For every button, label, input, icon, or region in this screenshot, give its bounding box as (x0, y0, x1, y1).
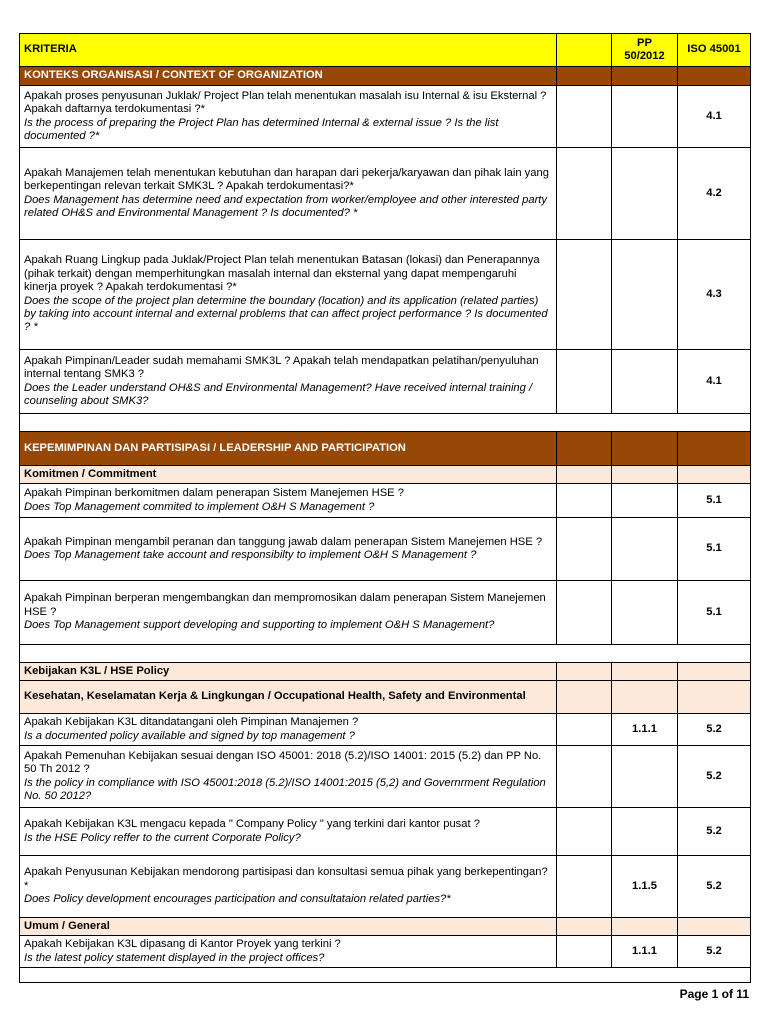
criteria-text-id: Apakah Kebijakan K3L dipasang di Kantor Proyek yang terkini ? (24, 938, 341, 951)
table-row (20, 746, 751, 808)
iso-cell: 4.2 (678, 148, 751, 240)
criteria-cell (20, 746, 557, 808)
notes-cell (557, 86, 612, 148)
iso-cell: 5.2 (678, 856, 751, 918)
notes-cell (557, 350, 612, 414)
criteria-text-en: Is a documented policy available and signed by top management ? (24, 729, 355, 742)
table-row (20, 484, 751, 518)
criteria-cell (20, 856, 557, 918)
subsection-row (20, 918, 751, 936)
criteria-text-en: Does Management has determine need and expectation from worker/employee and other interested party related OH&S and Environmental Management ? Is documented? * (24, 193, 548, 219)
criteria-text-id: Apakah Pimpinan berperan mengembangkan dan mempromosikan dalam penerapan Sistem Manejemen HSE ? (24, 592, 546, 618)
table-row (20, 581, 751, 645)
pp-cell (612, 240, 678, 350)
notes-cell (557, 746, 612, 808)
subsection-row (20, 681, 751, 714)
criteria-text-en: Does Policy development encourages participation and consultataion related parties?* (24, 893, 451, 906)
header-iso: ISO 45001 (678, 34, 751, 67)
criteria-text-en: Is the policy in compliance with ISO 45001:2018 (5.2)/ISO 14001:2015 (5,2) and Governrment Regulation No. 50 2012? (24, 776, 546, 802)
criteria-cell (20, 240, 557, 350)
pp-cell (612, 518, 678, 581)
notes-cell (557, 484, 612, 518)
table-row (20, 856, 751, 918)
criteria-text-id: Apakah Penyusunan Kebijakan mendorong partisipasi dan konsultasi semua pihak yang berkepentingan?* (24, 866, 548, 892)
notes-cell (557, 518, 612, 581)
criteria-cell (20, 350, 557, 414)
criteria-text-id: Apakah Manajemen telah menentukan kebutuhan dan harapan dari pekerja/karyawan dan pihak lain yang berkepentingan relevan terkait SMK3L ? Apakah terdokumentasi?* (24, 166, 549, 193)
notes-cell (557, 240, 612, 350)
section-title-context: KONTEKS ORGANISASI / CONTEXT OF ORGANIZATION (20, 67, 557, 86)
subsection-title-general: Umum / General (20, 918, 557, 936)
pp-cell (612, 86, 678, 148)
header-pp: PP 50/2012 (612, 34, 678, 67)
subsection-title-ohs: Kesehatan, Keselamatan Kerja & Lingkungan / Occupational Health, Safety and Environmental (20, 681, 557, 714)
criteria-text-en: Does Top Management take account and responsibilty to implement O&H S Management ? (24, 549, 477, 561)
pp-cell (612, 148, 678, 240)
notes-cell (557, 856, 612, 918)
pp-cell (612, 808, 678, 856)
criteria-cell (20, 86, 557, 148)
iso-cell: 5.1 (678, 518, 751, 581)
criteria-cell (20, 808, 557, 856)
criteria-cell (20, 581, 557, 645)
header-row (20, 34, 751, 67)
criteria-cell (20, 936, 557, 968)
criteria-text-id: Apakah Pimpinan/Leader sudah memahami SMK3L ? Apakah telah mendapatkan pelatihan/penyuluhan internal tentang SMK3 ? (24, 354, 539, 381)
criteria-text-id: Apakah Ruang Lingkup pada Juklak/Project Plan telah menentukan Batasan (lokasi) dan Penerapannya (pihak terkait) dengan memperhitungkan masalah internal dan eksternal yang dapat mempengaruhi kinerja proyek ? Apakah terdokumentasi ?* (24, 254, 540, 294)
iso-cell: 5.1 (678, 484, 751, 518)
notes-cell (557, 148, 612, 240)
notes-cell (557, 936, 612, 968)
table-row (20, 518, 751, 581)
spacer-row (20, 414, 751, 432)
criteria-text-en: Does the scope of the project plan determine the boundary (location) and its application (related parties) by taking into account internal and external problems that can affect project performance ? Is documented ? * (24, 294, 548, 334)
subsection-row (20, 466, 751, 484)
subsection-row (20, 663, 751, 681)
table-row (20, 240, 751, 350)
criteria-text-en: Does Top Management commited to implement O&H S Management ? (24, 500, 375, 513)
criteria-table (19, 33, 751, 983)
criteria-text-id: Apakah Pimpinan mengambil peranan dan tanggung jawab dalam penerapan Sistem Manejemen HSE ? (24, 535, 543, 548)
pp-cell (612, 484, 678, 518)
criteria-cell (20, 148, 557, 240)
criteria-cell (20, 518, 557, 581)
table-row (20, 808, 751, 856)
spacer-row (20, 968, 751, 983)
criteria-text-id: Apakah Kebijakan K3L mengacu kepada " Company Policy " yang terkini dari kantor pusat ? (24, 818, 480, 831)
iso-cell: 5.2 (678, 936, 751, 968)
criteria-text-en: Does Top Management support developing and supporting to implement O&H S Management? (24, 619, 495, 632)
table-row (20, 350, 751, 414)
criteria-cell (20, 484, 557, 518)
table-row (20, 86, 751, 148)
table-row (20, 148, 751, 240)
header-blank (557, 34, 612, 67)
notes-cell (557, 581, 612, 645)
pp-cell (612, 581, 678, 645)
notes-cell (557, 808, 612, 856)
pp-cell (612, 350, 678, 414)
criteria-text-id: Apakah Pimpinan berkomitmen dalam penerapan Sistem Manejemen HSE ? (24, 487, 404, 500)
iso-cell: 5.2 (678, 746, 751, 808)
criteria-text-en: Does the Leader understand OH&S and Environmental Management? Have received internal training / counseling about SMK3? (24, 381, 533, 407)
section-row (20, 67, 751, 86)
iso-cell: 4.1 (678, 350, 751, 414)
pp-cell: 1.1.1 (612, 936, 678, 968)
criteria-text-en: Is the process of preparing the Project Plan has determined Internal & external issue ? Is the list documented ?* (24, 116, 499, 142)
subsection-title-commitment: Komitmen / Commitment (20, 466, 557, 484)
header-kriteria: KRITERIA (20, 34, 557, 67)
criteria-text-id: Apakah Kebijakan K3L ditandatangani oleh Pimpinan Manajemen ? (24, 716, 359, 729)
subsection-title-policy: Kebijakan K3L / HSE Policy (20, 663, 557, 681)
iso-cell: 4.1 (678, 86, 751, 148)
iso-cell: 5.2 (678, 714, 751, 746)
criteria-text-en: Is the HSE Policy reffer to the current Corporate Policy? (24, 831, 301, 844)
criteria-cell (20, 714, 557, 746)
criteria-text-en: Is the latest policy statement displayed in the project offices? (24, 951, 325, 964)
table-row (20, 936, 751, 968)
criteria-text-id: Apakah proses penyusunan Juklak/ Project Plan telah menentukan masalah isu Internal & isu Eksternal ? Apakah daftarnya terdokumentasi ?* (24, 89, 547, 116)
iso-cell: 4.3 (678, 240, 751, 350)
pp-cell: 1.1.1 (612, 714, 678, 746)
section-row (20, 432, 751, 466)
pp-cell: 1.1.5 (612, 856, 678, 918)
spacer-row (20, 645, 751, 663)
iso-cell: 5.2 (678, 808, 751, 856)
table-row (20, 714, 751, 746)
criteria-text-id: Apakah Pemenuhan Kebijakan sesuai dengan ISO 45001: 2018 (5.2)/ISO 14001: 2015 (5.2) dan PP No. 50 Th 2012 ? (24, 749, 542, 776)
notes-cell (557, 714, 612, 746)
iso-cell: 5.1 (678, 581, 751, 645)
section-title-leadership: KEPEMIMPINAN DAN PARTISIPASI / LEADERSHIP AND PARTICIPATION (20, 432, 557, 466)
pp-cell (612, 746, 678, 808)
page-number: Page 1 of 11 (679, 987, 749, 1001)
